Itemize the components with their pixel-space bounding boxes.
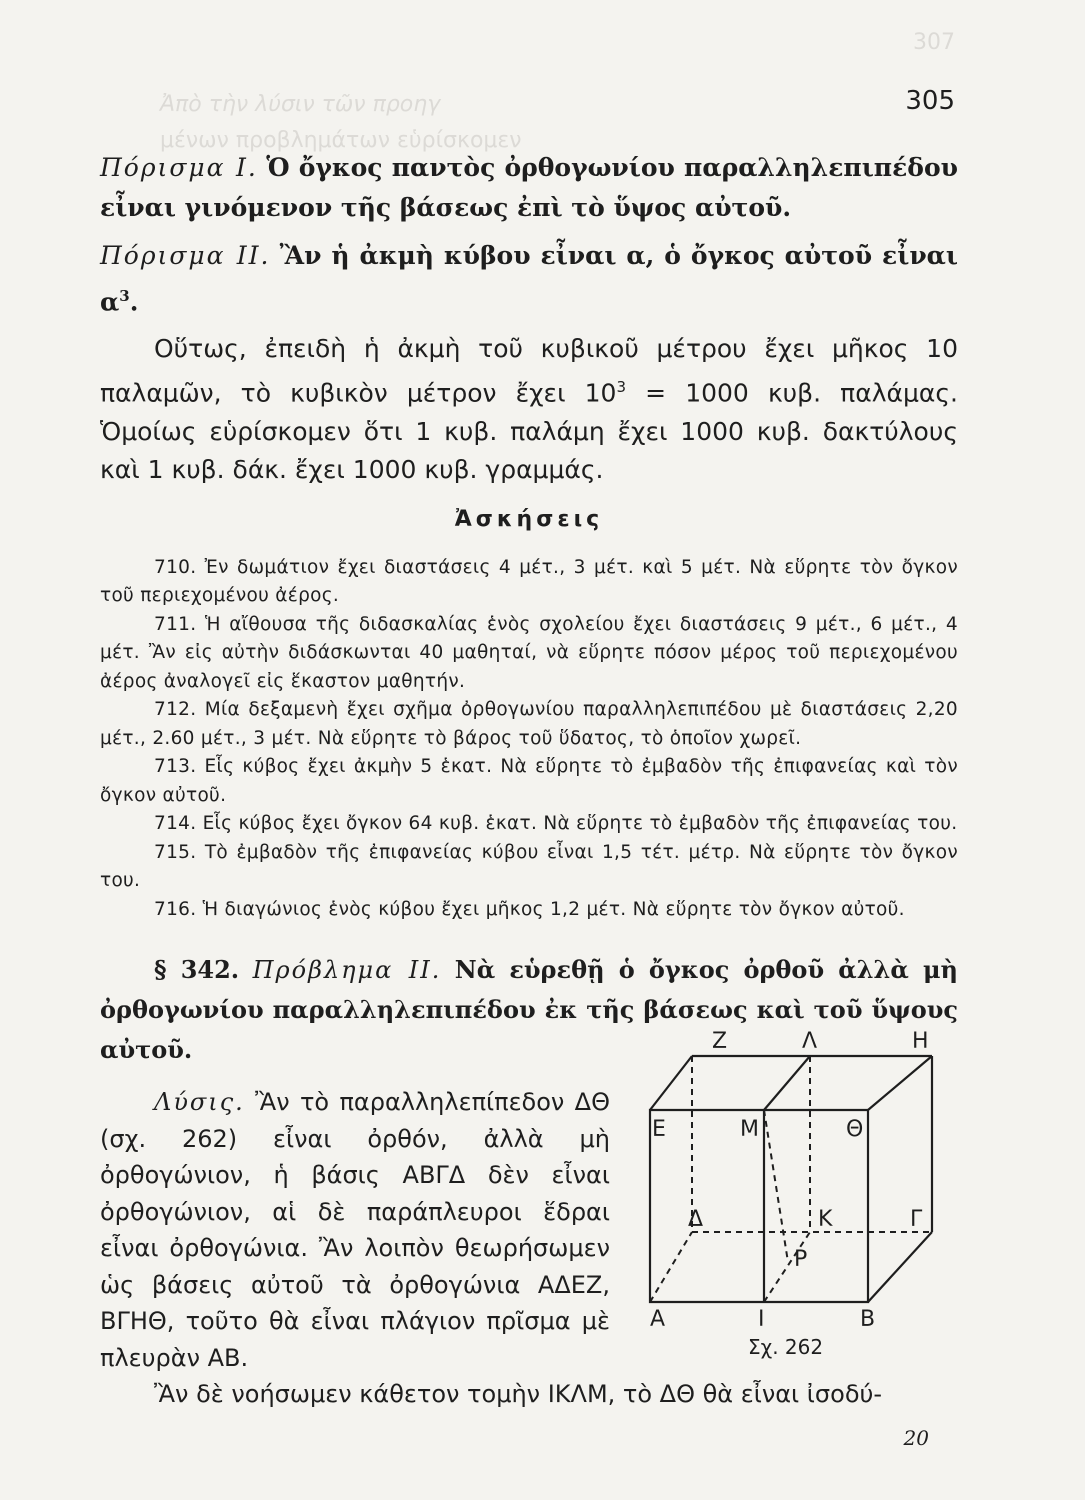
label-TH: Θ <box>846 1117 864 1142</box>
exercise-716: 716. Ἡ διαγώνιος ἑνὸς κύβου ἔχει μῆκος 1,2 μέτ. Νὰ εὕρητε τὸν ὄγκον αὐτοῦ. <box>154 898 905 920</box>
figure-262 <box>640 1020 940 1365</box>
section-number: § 342. <box>154 955 240 985</box>
solution-paragraph <box>100 1084 610 1376</box>
edge-TH-H <box>868 1056 932 1110</box>
label-B: Β <box>860 1307 876 1332</box>
corollary-2 <box>100 236 958 322</box>
label-K: Κ <box>818 1207 833 1232</box>
label-H: Η <box>912 1029 929 1054</box>
label-D: Δ <box>688 1207 704 1232</box>
hidden-height-M-R <box>764 1110 788 1262</box>
exercise-714: 714. Εἷς κύβος ἔχει ὄγκον 64 κυβ. ἑκατ. Νὰ εὕρητε τὸ ἐμβαδὸν τῆς ἐπιφανείας του. <box>154 813 958 835</box>
corollary-1-text: Ὁ ὄγκος παντὸς ὀρθογωνίου παραλληλεπιπέδου εἶναι γινόμενον τῆς βάσεως ἐπὶ τὸ ὕψος αὐτοῦ. <box>100 153 958 222</box>
last-line: Ἂν δὲ νοήσωμεν κάθετον τομὴν ΙΚΛΜ, τὸ ΔΘ θὰ εἶναι ἰσοδύ- <box>154 1380 883 1409</box>
corollary-2-end: . <box>129 287 139 317</box>
footer-signature-number: 20 <box>903 1426 929 1450</box>
paragraph-units-part2: = 1000 κυβ. παλάμας. Ὁμοίως εὑρίσκομεν ὅτι 1 κυβ. παλάμη ἔχει 1000 κυβ. δακτύλους καὶ 1 κυβ. δάκ. ἔχει 1000 κυβ. γραμμάς. <box>100 378 958 484</box>
figure-caption: Σχ. 262 <box>748 1335 824 1359</box>
edge-EZ <box>650 1056 692 1110</box>
exercise-712: 712. Μία δεξαμενὴ ἔχει σχῆμα ὀρθογωνίου παραλληλεπιπέδου μὲ διαστάσεις 2,20 μέτ., 2.60 μέτ., 3 μέτ. Νὰ εὕρητε τὸ βάρος τοῦ ὕδατος, τὸ ὁποῖον χωρεῖ. <box>100 699 958 749</box>
corollary-2-exponent: 3 <box>119 287 130 305</box>
paragraph-units <box>100 330 958 488</box>
label-E: Ε <box>652 1117 666 1142</box>
page-number: 305 <box>905 86 955 116</box>
corollary-2-label: Πόρισμα ΙΙ. <box>100 241 271 270</box>
hidden-edge-A-D <box>650 1232 692 1302</box>
exercise-711: 711. Ἡ αἴθουσα τῆς διδασκαλίας ἑνὸς σχολείου ἔχει διαστάσεις 9 μέτ., 6 μέτ., 4 μέτ. Ἂν εἰς αὐτὴν διδάσκωνται 40 μαθηταί, νὰ εὕρητε πόσον μέρος τοῦ περιεχομένου ἀέρος ἀναλογεῖ εἰς ἕκαστον μαθητήν. <box>100 613 958 692</box>
exercises-title: Ἀσκήσεις <box>454 506 604 532</box>
bleed-through-page-number: 307 <box>913 30 955 55</box>
solution-label: Λύσις. <box>154 1088 245 1117</box>
exercise-710: 710. Ἐν δωμάτιον ἔχει διαστάσεις 4 μέτ., 3 μέτ. καὶ 5 μέτ. Νὰ εὕρητε τὸν ὄγκον τοῦ περιεχομένου ἀέρος. <box>100 556 958 607</box>
label-L: Λ <box>802 1029 818 1054</box>
label-A: Α <box>650 1307 666 1332</box>
edge-B-G <box>868 1232 932 1302</box>
problem-text: Νὰ εὑρεθῇ ὁ ὄγκος ὀρθοῦ ἀλλὰ μὴ ὀρθογωνίου παραλληλεπιπέδου ἐκ τῆς βάσεως καὶ τοῦ ὕψους αὐτοῦ. <box>100 955 958 1065</box>
solution-text: Ἂν τὸ παραλληλεπίπεδον ΔΘ (σχ. 262) εἶναι ὀρθόν, ἀλλὰ μὴ ὀρθογώνιον, ἡ βάσις ΑΒΓΔ δὲν εἶναι ὀρθογώνιον, αἱ δὲ παράπλευροι ἕδραι εἶναι ὀρθογώνια. Ἂν λοιπὸν θεωρήσωμεν ὡς βάσεις αὐτοῦ τὰ ὀρθογώνια ΑΔΕΖ, ΒΓΗΘ, τοῦτο θὰ εἶναι πλάγιον πρῖσμα μὲ πλευρὰν ΑΒ. <box>100 1088 610 1372</box>
paragraph-units-part1: Οὕτως, ἐπειδὴ ἡ ἀκμὴ τοῦ κυβικοῦ μέτρου ἔχει μῆκος 10 παλαμῶν, τὸ κυβικὸν μέτρον ἔχει 10 <box>100 334 958 408</box>
exercise-713: 713. Εἷς κύβος ἔχει ἀκμὴν 5 ἑκατ. Νὰ εὕρητε τὸ ἐμβαδὸν τῆς ἐπιφανείας καὶ τὸν ὄγκον αὐτοῦ. <box>100 756 958 806</box>
label-I: Ι <box>758 1307 765 1332</box>
problem-label: Πρόβλημα ΙΙ. <box>252 956 442 985</box>
label-R: Ρ <box>794 1247 808 1272</box>
corollary-1-label: Πόρισμα Ι. <box>100 153 258 182</box>
front-face <box>650 1110 868 1302</box>
label-Z: Ζ <box>712 1029 728 1054</box>
label-M: Μ <box>740 1117 759 1142</box>
bleed-through-text: μένων προβλημάτων εὑρίσκομεν <box>160 128 522 153</box>
exercise-715: 715. Τὸ ἐμβαδὸν τῆς ἐπιφανείας κύβου εἶναι 1,5 τέτ. μέτρ. Νὰ εὕρητε τὸν ὄγκον του. <box>100 841 958 892</box>
bleed-through-text: Ἀπὸ τὴν λύσιν τῶν προηγ <box>160 92 441 117</box>
paragraph-units-exponent: 3 <box>616 378 627 397</box>
section-M-L <box>764 1056 810 1110</box>
corollary-1 <box>100 148 958 228</box>
corollary-2-text: Ἂν ἡ ἀκμὴ κύβου εἶναι α, ὁ ὄγκος αὐτοῦ εἶναι α <box>100 241 958 317</box>
label-G: Γ <box>910 1207 923 1232</box>
